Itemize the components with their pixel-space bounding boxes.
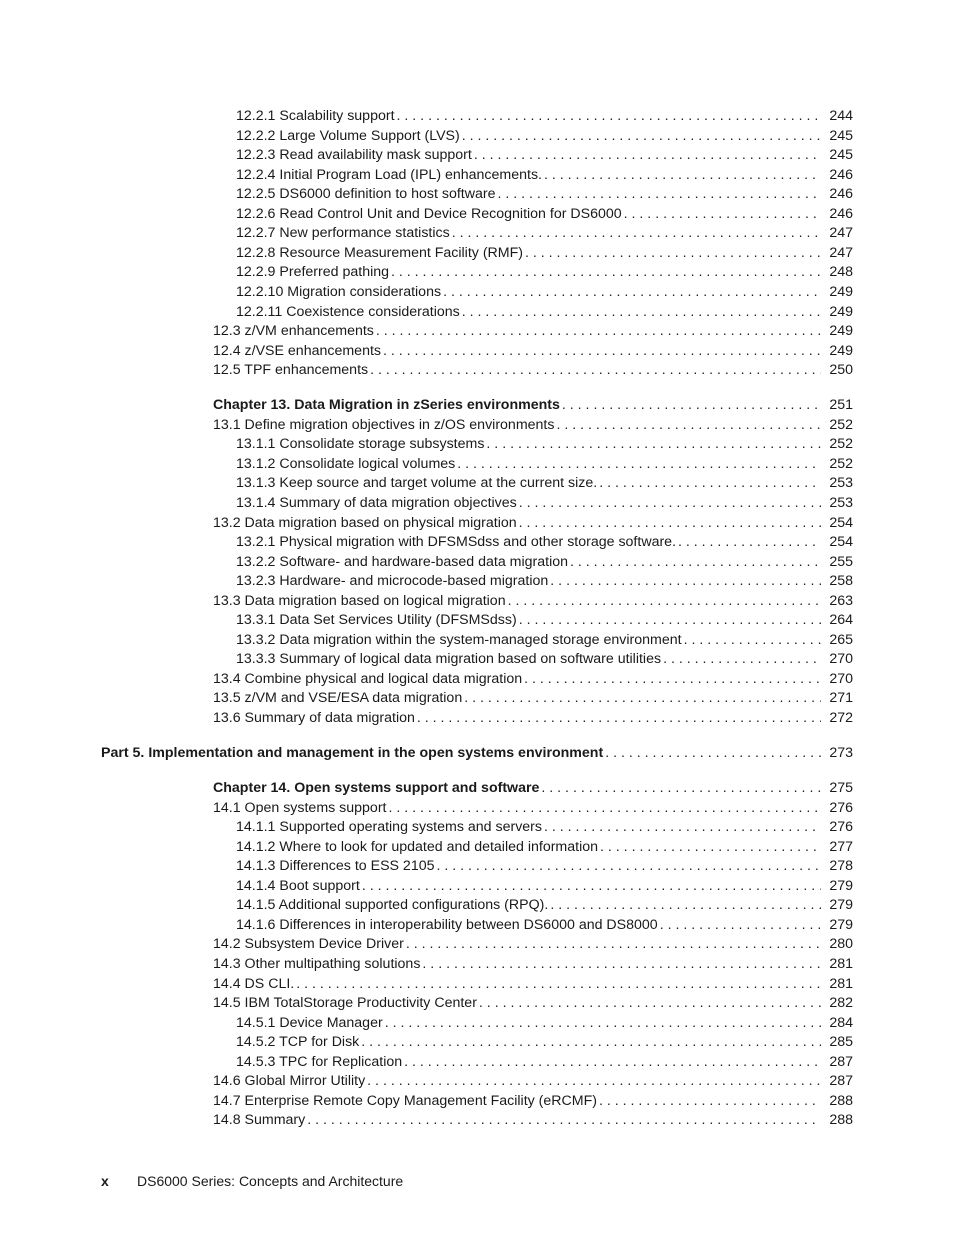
toc-leader-dots (550, 572, 821, 590)
toc-entry-page: 248 (829, 264, 853, 280)
toc-entry-title: 13.2 Data migration based on physical migration (213, 515, 517, 531)
toc-entry-page: 245 (829, 128, 853, 144)
toc-entry[interactable] (236, 631, 853, 650)
toc-entry[interactable] (213, 779, 853, 798)
toc-entry-page: 285 (829, 1034, 853, 1050)
toc-entry-page: 279 (829, 897, 853, 913)
toc-leader-dots (556, 416, 821, 434)
toc-entry-title: 12.2.11 Coexistence considerations (236, 304, 460, 320)
toc-entry[interactable] (236, 553, 853, 572)
page-footer (101, 1173, 403, 1189)
toc-leader-dots (397, 107, 821, 125)
toc-entry[interactable] (213, 689, 853, 708)
toc-leader-dots (389, 799, 822, 817)
toc-leader-dots (562, 396, 821, 414)
toc-entry[interactable] (213, 361, 853, 380)
toc-entry-page: 263 (829, 593, 853, 609)
toc-leader-dots (541, 779, 821, 797)
toc-entry-page: 280 (829, 936, 853, 952)
toc-entry-page: 254 (829, 515, 853, 531)
toc-leader-dots (678, 533, 821, 551)
toc-entry[interactable] (236, 818, 853, 837)
toc-entry-title: 12.2.9 Preferred pathing (236, 264, 390, 280)
toc-entry[interactable] (236, 244, 853, 263)
toc-entry-page: 252 (829, 417, 853, 433)
toc-entry-page: 277 (829, 839, 853, 855)
toc-leader-dots (307, 1111, 821, 1129)
toc-entry-page: 246 (829, 167, 853, 183)
toc-entry[interactable] (213, 342, 853, 361)
footer-page-number: x (101, 1173, 109, 1189)
toc-entry-page: 249 (829, 323, 853, 339)
toc-entry[interactable] (213, 416, 853, 435)
toc-entry[interactable] (236, 205, 853, 224)
toc-leader-dots (296, 975, 821, 993)
toc-entry-page: 287 (829, 1073, 853, 1089)
toc-entry[interactable] (236, 611, 853, 630)
toc-leader-dots (464, 689, 821, 707)
toc-entry-page: 287 (829, 1054, 853, 1070)
toc-entry[interactable] (236, 650, 853, 669)
toc-entry-page: 244 (829, 108, 853, 124)
toc-entry-title: 12.2.5 DS6000 definition to host software (236, 186, 496, 202)
toc-entry[interactable] (213, 396, 853, 415)
toc-entry-page: 250 (829, 362, 853, 378)
toc-entry-title: 13.2.1 Physical migration with DFSMSdss and other storage software. (236, 534, 677, 550)
toc-entry[interactable] (236, 435, 853, 454)
toc-entry-page: 270 (829, 651, 853, 667)
toc-entry[interactable] (213, 592, 853, 611)
toc-leader-dots (519, 611, 821, 629)
toc-entry[interactable] (236, 303, 853, 322)
toc-entry[interactable] (236, 146, 853, 165)
toc-entry[interactable] (213, 935, 853, 954)
toc-entry[interactable] (236, 166, 853, 185)
toc-entry[interactable] (213, 1111, 853, 1130)
toc-leader-dots (570, 553, 821, 571)
toc-entry-page: 288 (829, 1093, 853, 1109)
toc-entry[interactable] (236, 263, 853, 282)
toc-entry-title: 12.2.7 New performance statistics (236, 225, 450, 241)
toc-entry-page: 247 (829, 225, 853, 241)
toc-leader-dots (508, 592, 821, 610)
toc-entry-title: 14.2 Subsystem Device Driver (213, 936, 404, 952)
toc-entry[interactable] (236, 572, 853, 591)
toc-entry-page: 253 (829, 495, 853, 511)
toc-entry-title: 12.2.1 Scalability support (236, 108, 395, 124)
toc-entry-title: 14.1.3 Differences to ESS 2105 (236, 858, 435, 874)
toc-entry-page: 281 (829, 956, 853, 972)
toc-entry[interactable] (213, 1072, 853, 1091)
toc-entry-page: 249 (829, 343, 853, 359)
toc-leader-dots (361, 1033, 821, 1051)
toc-leader-dots (376, 322, 821, 340)
toc-entry-page: 264 (829, 612, 853, 628)
toc-entry-page: 284 (829, 1015, 853, 1031)
toc-entry-title: 12.2.3 Read availability mask support (236, 147, 472, 163)
toc-entry[interactable] (236, 455, 853, 474)
toc-entry-page: 270 (829, 671, 853, 687)
toc-entry-page: 281 (829, 976, 853, 992)
toc-entry-title: 14.1.6 Differences in interoperability between DS6000 and DS8000 (236, 917, 658, 933)
toc-entry-page: 275 (829, 780, 853, 796)
toc-entry-title: 13.1 Define migration objectives in z/OS environments (213, 417, 555, 433)
toc-entry-page: 276 (829, 800, 853, 816)
toc-entry-page: 253 (829, 475, 853, 491)
toc-entry[interactable] (213, 955, 853, 974)
toc-entry-title: 14.5.3 TPC for Replication (236, 1054, 403, 1070)
toc-entry-title: 12.4 z/VSE enhancements (213, 343, 381, 359)
toc-entry-title: 14.6 Global Mirror Utility (213, 1073, 366, 1089)
toc-entry-title: 13.6 Summary of data migration (213, 710, 415, 726)
toc-leader-dots (367, 1072, 821, 1090)
toc-entry[interactable] (236, 107, 853, 126)
toc-entry[interactable] (236, 494, 853, 513)
toc-entry-title: 14.5.2 TCP for Disk (236, 1034, 360, 1050)
toc-entry[interactable] (236, 224, 853, 243)
toc-entry-title: 12.2.8 Resource Measurement Facility (RMF) (236, 245, 523, 261)
toc-entry-title: 13.3.2 Data migration within the system-managed storage environment (236, 632, 682, 648)
toc-entry[interactable] (236, 916, 853, 935)
toc-entry-title: 13.4 Combine physical and logical data migration (213, 671, 523, 687)
toc-entry-title: 13.1.2 Consolidate logical volumes (236, 456, 456, 472)
toc-leader-dots (452, 224, 821, 242)
toc-entry-title: 14.7 Enterprise Remote Copy Management Facility (eRCMF) (213, 1093, 597, 1109)
toc-leader-dots (519, 514, 821, 532)
toc-entry-title: 14.1.1 Supported operating systems and servers (236, 819, 542, 835)
toc-entry[interactable] (213, 799, 853, 818)
toc-entry[interactable] (236, 838, 853, 857)
toc-entry-page: 258 (829, 573, 853, 589)
toc-leader-dots (385, 1014, 821, 1032)
toc-leader-dots (660, 916, 821, 934)
toc-entry-title: 12.5 TPF enhancements (213, 362, 369, 378)
toc-entry[interactable] (236, 474, 853, 493)
toc-leader-dots (422, 955, 821, 973)
toc-entry[interactable] (236, 1014, 853, 1033)
toc-leader-dots (370, 361, 821, 379)
toc-leader-dots (599, 1092, 821, 1110)
footer-book-title: DS6000 Series: Concepts and Architecture (137, 1173, 404, 1189)
toc-entry[interactable] (236, 283, 853, 302)
toc-leader-dots (624, 205, 821, 223)
toc-leader-dots (406, 935, 821, 953)
toc-entry-title: 14.1.2 Where to look for updated and detailed information (236, 839, 599, 855)
toc-entry-title: 14.3 Other multipathing solutions (213, 956, 421, 972)
toc-entry-title: 12.2.10 Migration considerations (236, 284, 442, 300)
toc-entry-title: 14.1.5 Additional supported configurations (RPQ). (236, 897, 549, 913)
toc-entry-title: 14.8 Summary (213, 1112, 306, 1128)
toc-leader-dots (479, 994, 821, 1012)
toc-entry-title: Part 5. Implementation and management in the open systems environment (101, 745, 604, 761)
toc-leader-dots (362, 877, 821, 895)
toc-entry-title: 12.2.2 Large Volume Support (LVS) (236, 128, 460, 144)
toc-entry-page: 272 (829, 710, 853, 726)
toc-leader-dots (443, 283, 821, 301)
toc-entry-page: 273 (829, 745, 853, 761)
toc-leader-dots (599, 474, 821, 492)
toc-entry-page: 249 (829, 304, 853, 320)
toc-entry[interactable] (236, 1033, 853, 1052)
toc-entry[interactable] (213, 670, 853, 689)
toc-entry[interactable] (236, 1053, 853, 1072)
toc-entry-title: 12.3 z/VM enhancements (213, 323, 374, 339)
toc-entry-title: 14.5.1 Device Manager (236, 1015, 383, 1031)
toc-entry-title: 13.3.1 Data Set Services Utility (DFSMSdss) (236, 612, 517, 628)
toc-leader-dots (524, 670, 821, 688)
toc-leader-dots (550, 896, 821, 914)
toc-entry[interactable] (236, 857, 853, 876)
toc-entry-page: 279 (829, 917, 853, 933)
toc-entry-page: 254 (829, 534, 853, 550)
toc-entry[interactable] (213, 709, 853, 728)
toc-entry-title: 14.1.4 Boot support (236, 878, 360, 894)
toc-entry-title: 14.5 IBM TotalStorage Productivity Center (213, 995, 477, 1011)
toc-entry[interactable] (213, 975, 853, 994)
toc-entry-page: 251 (829, 397, 853, 413)
toc-leader-dots (404, 1053, 821, 1071)
toc-entry-title: Chapter 14. Open systems support and software (213, 780, 540, 796)
toc-entry[interactable] (236, 127, 853, 146)
toc-leader-dots (497, 185, 821, 203)
toc-entry-title: 14.1 Open systems support (213, 800, 387, 816)
toc-entry-page: 246 (829, 206, 853, 222)
toc-leader-dots (437, 857, 822, 875)
toc-leader-dots (462, 303, 821, 321)
toc-entry-page: 247 (829, 245, 853, 261)
toc-entry-title: 14.4 DS CLI. (213, 976, 295, 992)
toc-entry[interactable] (236, 896, 853, 915)
toc-leader-dots (663, 650, 821, 668)
toc-leader-dots (474, 146, 821, 164)
toc-entry-title: 13.1.4 Summary of data migration objectives (236, 495, 517, 511)
toc-entry-page: 279 (829, 878, 853, 894)
toc-leader-dots (600, 838, 821, 856)
toc-leader-dots (605, 744, 821, 762)
toc-entry-page: 271 (829, 690, 853, 706)
toc-leader-dots (457, 455, 821, 473)
toc-entry-title: Chapter 13. Data Migration in zSeries environments (213, 397, 560, 413)
toc-entry-title: 13.1.3 Keep source and target volume at the current size. (236, 475, 598, 491)
toc-entry-page: 252 (829, 456, 853, 472)
toc-entry[interactable] (213, 994, 853, 1013)
toc-entry[interactable] (213, 322, 853, 341)
toc-entry[interactable] (236, 877, 853, 896)
toc-leader-dots (486, 435, 821, 453)
toc-leader-dots (462, 127, 821, 145)
toc-entry-title: 13.3.3 Summary of logical data migration based on software utilities (236, 651, 662, 667)
toc-entry-page: 278 (829, 858, 853, 874)
toc-entry-page: 282 (829, 995, 853, 1011)
toc-entry-title: 13.3 Data migration based on logical migration (213, 593, 506, 609)
toc-entry[interactable] (213, 1092, 853, 1111)
toc-leader-dots (519, 494, 821, 512)
toc-entry[interactable] (213, 514, 853, 533)
toc-leader-dots (684, 631, 821, 649)
toc-leader-dots (544, 166, 821, 184)
toc-entry-page: 276 (829, 819, 853, 835)
toc-leader-dots (544, 818, 821, 836)
toc-entry[interactable] (236, 185, 853, 204)
toc-entry-title: 13.2.3 Hardware- and microcode-based migration (236, 573, 549, 589)
toc-entry-title: 13.1.1 Consolidate storage subsystems (236, 436, 485, 452)
toc-entry-title: 12.2.4 Initial Program Load (IPL) enhancements. (236, 167, 542, 183)
toc-entry-page: 265 (829, 632, 853, 648)
toc-entry[interactable] (101, 744, 853, 763)
toc-entry-title: 13.2.2 Software- and hardware-based data migration (236, 554, 569, 570)
toc-leader-dots (417, 709, 821, 727)
toc-entry-page: 255 (829, 554, 853, 570)
toc-entry-page: 245 (829, 147, 853, 163)
toc-entry-title: 13.5 z/VM and VSE/ESA data migration (213, 690, 463, 706)
toc-entry[interactable] (236, 533, 853, 552)
toc-leader-dots (383, 342, 821, 360)
toc-entry-page: 246 (829, 186, 853, 202)
toc-entry-title: 12.2.6 Read Control Unit and Device Recognition for DS6000 (236, 206, 622, 222)
toc-leader-dots (391, 263, 821, 281)
toc-entry-page: 252 (829, 436, 853, 452)
toc-entry-page: 288 (829, 1112, 853, 1128)
toc-entry-page: 249 (829, 284, 853, 300)
toc-leader-dots (525, 244, 821, 262)
